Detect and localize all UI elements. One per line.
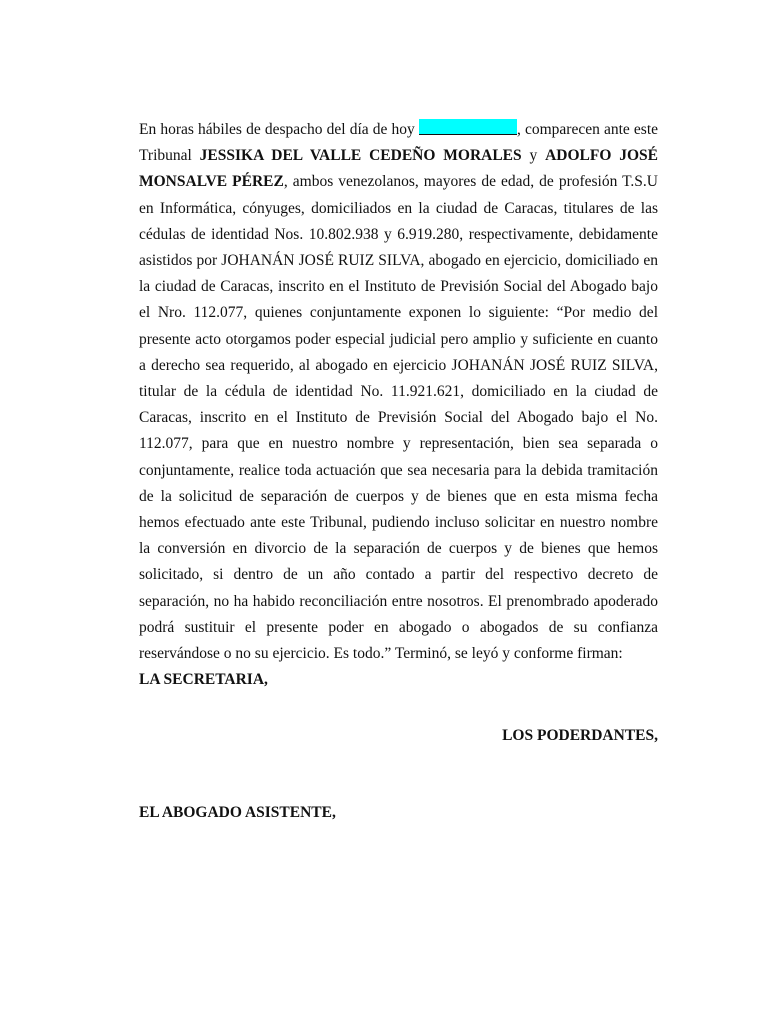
second-party-name: ADOLFO JOSÉ MONSALVE PÉREZ [139, 147, 658, 191]
comparecen-text: , comparecen ante este Tribunal [139, 121, 659, 165]
signature-abogado-asistente: EL ABOGADO ASISTENTE, [139, 803, 336, 821]
signature-poderdantes: LOS PODERDANTES, [502, 727, 658, 745]
document-page [139, 117, 658, 826]
intro-text: En horas hábiles de despacho del día de hoy [139, 121, 419, 138]
comparecencia-paragraph [139, 117, 658, 667]
body-text: , ambos venezolanos, mayores de edad, de profesión T.S.U en Informática, cónyuges, domiciliados en la ciudad de Caracas, titulares de las cédulas de identidad Nos. 10.802.938 y 6.919.280, respectivamente, debidamente asistidos por JOHANÁN JOSÉ RUIZ SILVA, abogado en ejercicio, domiciliado en la ciudad de Caracas, inscrito en el Instituto de Previsión Social del Abogado bajo el Nro. 112.077, quienes conjuntamente exponen lo siguiente: “Por medio del presente acto otorgamos poder especial judicial pero amplio y suficiente en cuanto a derecho sea requerido, al abogado en ejercicio JOHANÁN JOSÉ RUIZ SILVA, titular de la cédula de identidad No. 11.921.621, domiciliado en la ciudad de Caracas, inscrito en el Instituto de Previsión Social del Abogado bajo el No. 112.077, para que en nuestro nombre y representación, bien sea separada o conjuntamente, realice toda actuación que sea necesaria para la debida tramitación de la solicitud de separación de cuerpos y de bienes que en esta misma fecha hemos efectuado ante este Tribunal, pudiendo incluso solicitar en nuestro nombre la conversión en divorcio de la separación de cuerpos y de bienes que hemos solicitado, si dentro de un año contado a partir del respectivo decreto de separación, no ha habido reconciliación entre nosotros. El prenombrado apoderado podrá sustituir el presente poder en abogado o abogados de su confianza reservándose o no su ejercicio. Es todo.” Terminó, se leyó y conforme firman: [139, 173, 658, 663]
conjunction-text: y [521, 147, 546, 165]
signature-secretaria: LA SECRETARIA, [139, 671, 268, 689]
date-blank-field[interactable] [419, 119, 517, 135]
first-party-name: JESSIKA DEL VALLE CEDEÑO MORALES [199, 147, 522, 165]
